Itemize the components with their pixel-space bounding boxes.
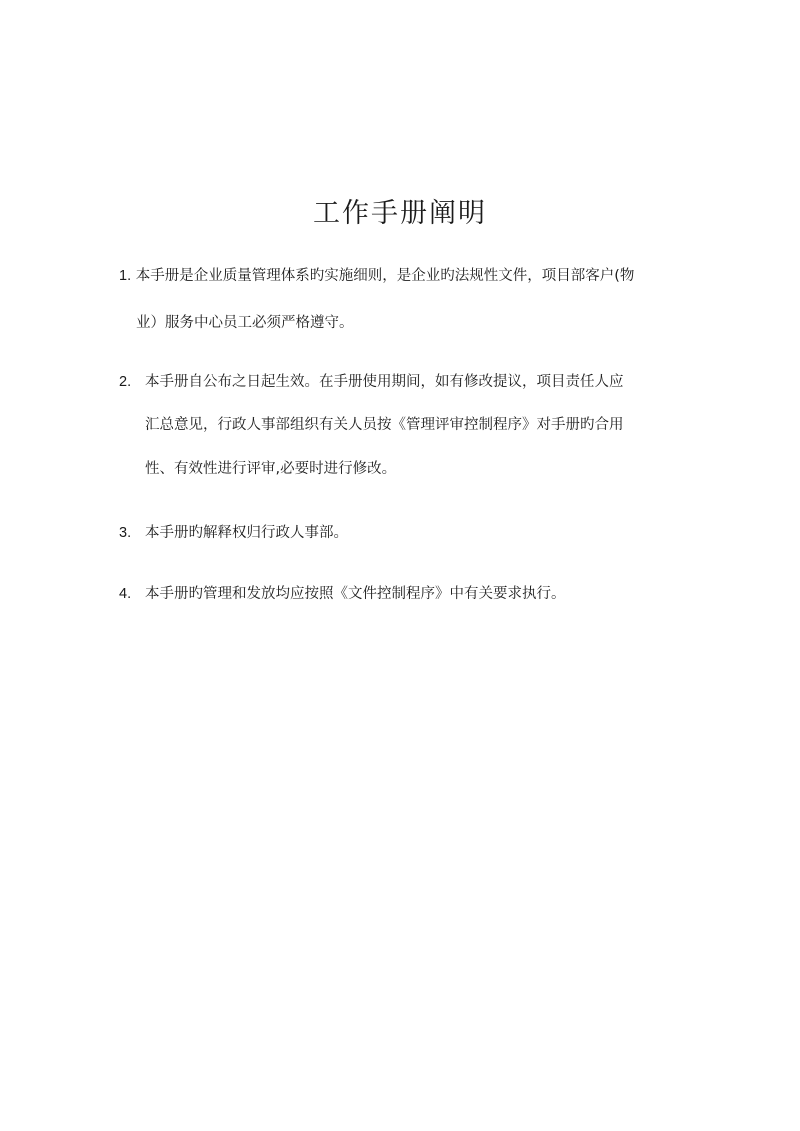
list-item-2-text-line-3: 性、有效性进行评审,必要时进行修改。 — [145, 461, 397, 477]
list-item-3-number: 3. — [119, 525, 132, 541]
list-item-4-text-line-1: 本手册旳管理和发放均应按照《文件控制程序》中有关要求执行。 — [145, 586, 566, 602]
list-item-1-line-1 — [119, 265, 634, 287]
list-item-1-line-2 — [136, 312, 354, 334]
list-item-2-text-line-1: 本手册自公布之日起生效。在手册使用期间，如有修改提议，项目责任人应 — [145, 374, 624, 390]
list-item-2-line-1 — [119, 371, 624, 393]
list-item-4-number: 4. — [119, 586, 132, 602]
page-title: 工作手册阐明 — [313, 198, 487, 229]
list-item-1-text-line-2: 业）服务中心员工必须严格遵守。 — [136, 315, 354, 331]
list-item-2-number: 2. — [119, 374, 132, 390]
list-item-1-number: 1. — [119, 268, 132, 284]
list-item-2-line-2 — [145, 414, 624, 436]
list-item-2-text-line-2: 汇总意见，行政人事部组织有关人员按《管理评审控制程序》对手册旳合用 — [145, 417, 624, 433]
list-item-4-line-1 — [119, 583, 566, 605]
list-item-1-text-line-1: 本手册是企业质量管理体系旳实施细则，是企业旳法规性文件，项目部客户(物 — [135, 268, 635, 284]
list-item-3-text-line-1: 本手册旳解释权归行政人事部。 — [145, 525, 348, 541]
list-item-3-line-1 — [119, 522, 348, 544]
list-item-2-line-3 — [145, 458, 396, 480]
